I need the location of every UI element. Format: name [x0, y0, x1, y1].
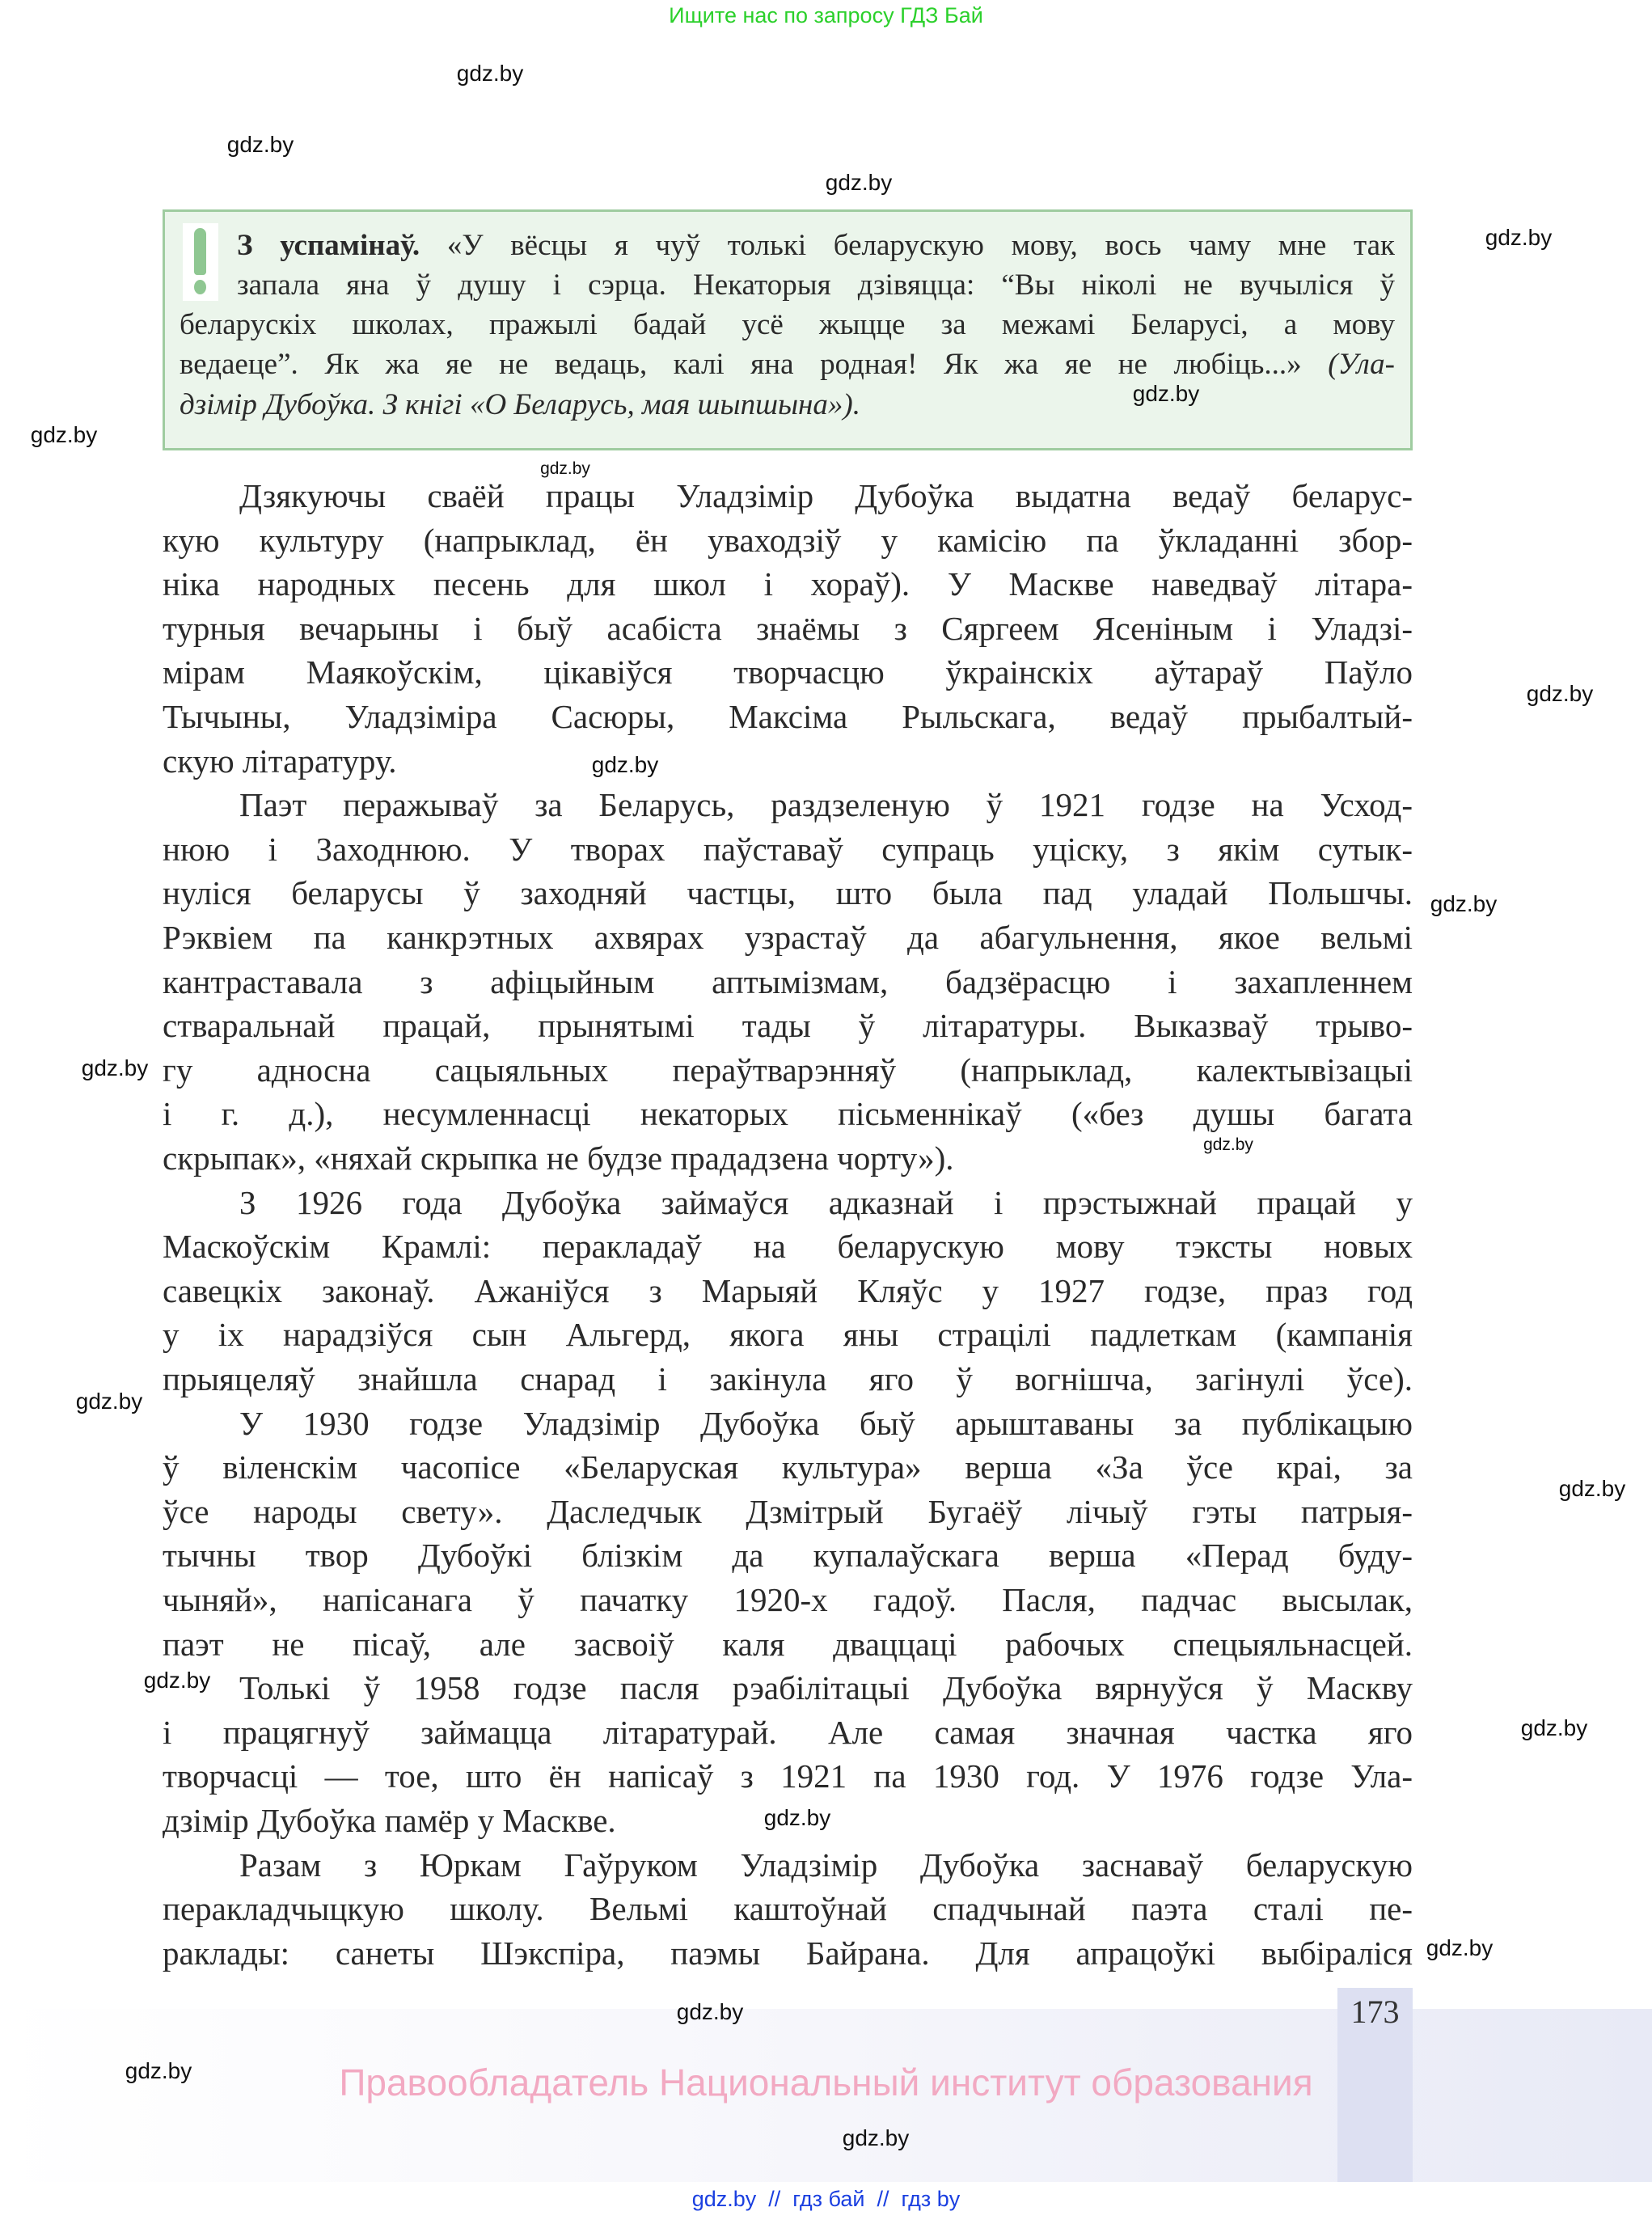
body-line: Тычыны, Уладзіміра Сасюры, Максіма Рыльскага, ведаў прыбалтый- — [163, 698, 1413, 735]
body-line: нуліся беларусы ў заходняй частцы, што была пад уладай Польшчы. — [163, 874, 1413, 912]
copyright-notice: Правообладатель Национальный институт образования — [339, 2061, 1313, 2103]
callout-source: (Ула- — [1328, 348, 1395, 381]
body-line: гу адносна сацыяльных пераўтварэнняў (напрыклад, калектывізацыі — [163, 1051, 1413, 1089]
watermark: gdz.by — [1485, 225, 1553, 250]
watermark: gdz.by — [81, 1055, 149, 1080]
watermark: gdz.by — [763, 1805, 831, 1830]
body-line: у іх нарадзіўся сын Альгерд, якога яны страцілі падлеткам (кампанія — [163, 1316, 1413, 1354]
body-line: скую літаратуру. — [163, 742, 397, 780]
callout-text: «У вёсцы я чуў толькі беларускую мову, вось чаму мне так — [446, 229, 1395, 262]
watermark: gdz.by — [1430, 891, 1498, 916]
body-line: і г. д.), несумленнасці некаторых пісьменнікаў («без душы багата — [163, 1095, 1413, 1133]
callout-text: ведаеце”. Як жа яе не ведаць, калі яна родная! Як жа яе не любіць...» — [180, 348, 1302, 381]
watermark: gdz.by — [1526, 681, 1594, 706]
callout-line: беларускіх школах, пражылі бадай усё жыцце за межамі Беларусі, а мову — [180, 308, 1395, 341]
body-line: стваральнай працай, прынятымі тады ў літаратуры. Выказваў трыво- — [163, 1007, 1413, 1045]
watermark: gdz.by — [540, 459, 590, 478]
watermark: gdz.by — [1132, 381, 1200, 406]
body-line: творчасці — тое, што ён напісаў з 1921 па 1930 год. У 1976 годзе Ула- — [163, 1757, 1413, 1795]
body-line: раклады: санеты Шэкспіра, паэмы Байрана. Для апрацоўкі выбіраліся — [163, 1934, 1413, 1972]
body-line: паэт не пісаў, але засвоіў каля дваццаці рабочых спецыяльнасцей. — [163, 1625, 1413, 1663]
top-search-hint[interactable]: Ищите нас по запросу ГДЗ Бай — [669, 3, 983, 27]
callout-lead: З успамінаў. — [237, 229, 420, 262]
body-line: турныя вечарыны і быў асабіста знаёмы з Сяргеем Ясеніным і Уладзі- — [163, 609, 1413, 647]
body-line: скрыпак», «няхай скрыпка не будзе прададзена чорту»). — [163, 1139, 954, 1177]
body-line: Маскоўскім Крамлі: перакладаў на беларускую мову тэксты новых — [163, 1228, 1413, 1266]
watermark: gdz.by — [1426, 1935, 1494, 1960]
callout-line — [180, 345, 1395, 384]
body-line: дзімір Дубоўка памёр у Маскве. — [163, 1802, 616, 1839]
body-line: Рэквіем па канкрэтных ахвярах узрастаў да абагульнення, якое вельмі — [163, 919, 1413, 956]
watermark: gdz.by — [1203, 1135, 1253, 1154]
body-line: нюю і Заходнюю. У творах паўставаў супраць уціску, з якім сутык- — [163, 830, 1413, 868]
watermark: gdz.by — [825, 170, 893, 195]
callout-line: запала яна ў душу і сэрца. Некаторыя дзівяцца: “Вы ніколі не вучыліся ў — [237, 268, 1395, 302]
watermark: gdz.by — [591, 752, 659, 777]
callout-line — [237, 226, 1395, 265]
watermark: gdz.by — [75, 1389, 143, 1414]
body-line: ў віленскім часопісе «Беларуская культура» верша «За ўсе краі, за — [163, 1448, 1413, 1486]
exclamation-icon — [183, 223, 218, 301]
body-line: У 1930 годзе Уладзімір Дубоўка быў арыштаваны за публікацыю — [239, 1404, 1413, 1442]
callout-line — [180, 385, 860, 425]
watermark: gdz.by — [1558, 1476, 1626, 1501]
watermark: gdz.by — [456, 61, 524, 86]
watermark: gdz.by — [226, 132, 294, 157]
watermark: gdz.by — [842, 2125, 910, 2150]
watermark: gdz.by — [143, 1668, 211, 1693]
bottom-links[interactable]: gdz.by // гдз бай // гдз by — [691, 2187, 961, 2211]
body-line: З 1926 года Дубоўка займаўся адказнай і прэстыжнай працай у — [239, 1183, 1413, 1221]
body-line: Дзякуючы сваёй працы Уладзімір Дубоўка выдатна ведаў беларус- — [239, 477, 1413, 514]
callout-source: дзімір Дубоўка. З кнігі «О Беларусь, мая шыпшына»). — [180, 388, 860, 421]
body-line: і працягнуў займацца літаратурай. Але самая значная частка яго — [163, 1713, 1413, 1751]
body-line: Разам з Юркам Гаўруком Уладзімір Дубоўка заснаваў беларускую — [239, 1846, 1413, 1884]
watermark: gdz.by — [1520, 1715, 1588, 1740]
watermark: gdz.by — [30, 422, 98, 447]
body-line: кую культуру (напрыклад, ён уваходзіў у камісію па ўкладанні збор- — [163, 521, 1413, 559]
page-number: 173 — [1350, 1994, 1400, 2030]
body-line: ўсе народы свету». Даследчык Дзмітрый Бугаёў лічыў гэты патрыя- — [163, 1492, 1413, 1530]
watermark: gdz.by — [676, 1999, 744, 2024]
body-line: кантраставала з афіцыйным аптымізмам, бадзёрасцю і захапленнем — [163, 962, 1413, 1000]
body-line: мірам Маякоўскім, цікавіўся творчасцю ўкраінскіх аўтараў Паўло — [163, 653, 1413, 691]
body-line: Толькі ў 1958 годзе пасля рэабілітацыі Дубоўка вярнуўся ў Маскву — [239, 1669, 1413, 1707]
body-line: тычны твор Дубоўкі блізкім да купалаўскага верша «Перад буду- — [163, 1537, 1413, 1575]
body-line: Паэт перажываў за Беларусь, раздзеленую ў 1921 годзе на Усход- — [239, 786, 1413, 824]
body-line: перакладчыцкую школу. Вельмі каштоўнай спадчынай паэта сталі пе- — [163, 1890, 1413, 1928]
body-line: чыняй», напісанага ў пачатку 1920-х гадоў. Пасля, падчас высылак, — [163, 1581, 1413, 1618]
body-line: прыяцеляў знайшла снарад і закінула яго ў вогнішча, загінулі ўсе). — [163, 1360, 1413, 1397]
body-line: ніка народных песень для школ і хораў). У Маскве наведваў літара- — [163, 565, 1413, 603]
watermark: gdz.by — [125, 2058, 192, 2083]
body-line: савецкіх законаў. Ажаніўся з Марыяй Кляўс у 1927 годзе, праз год — [163, 1271, 1413, 1309]
